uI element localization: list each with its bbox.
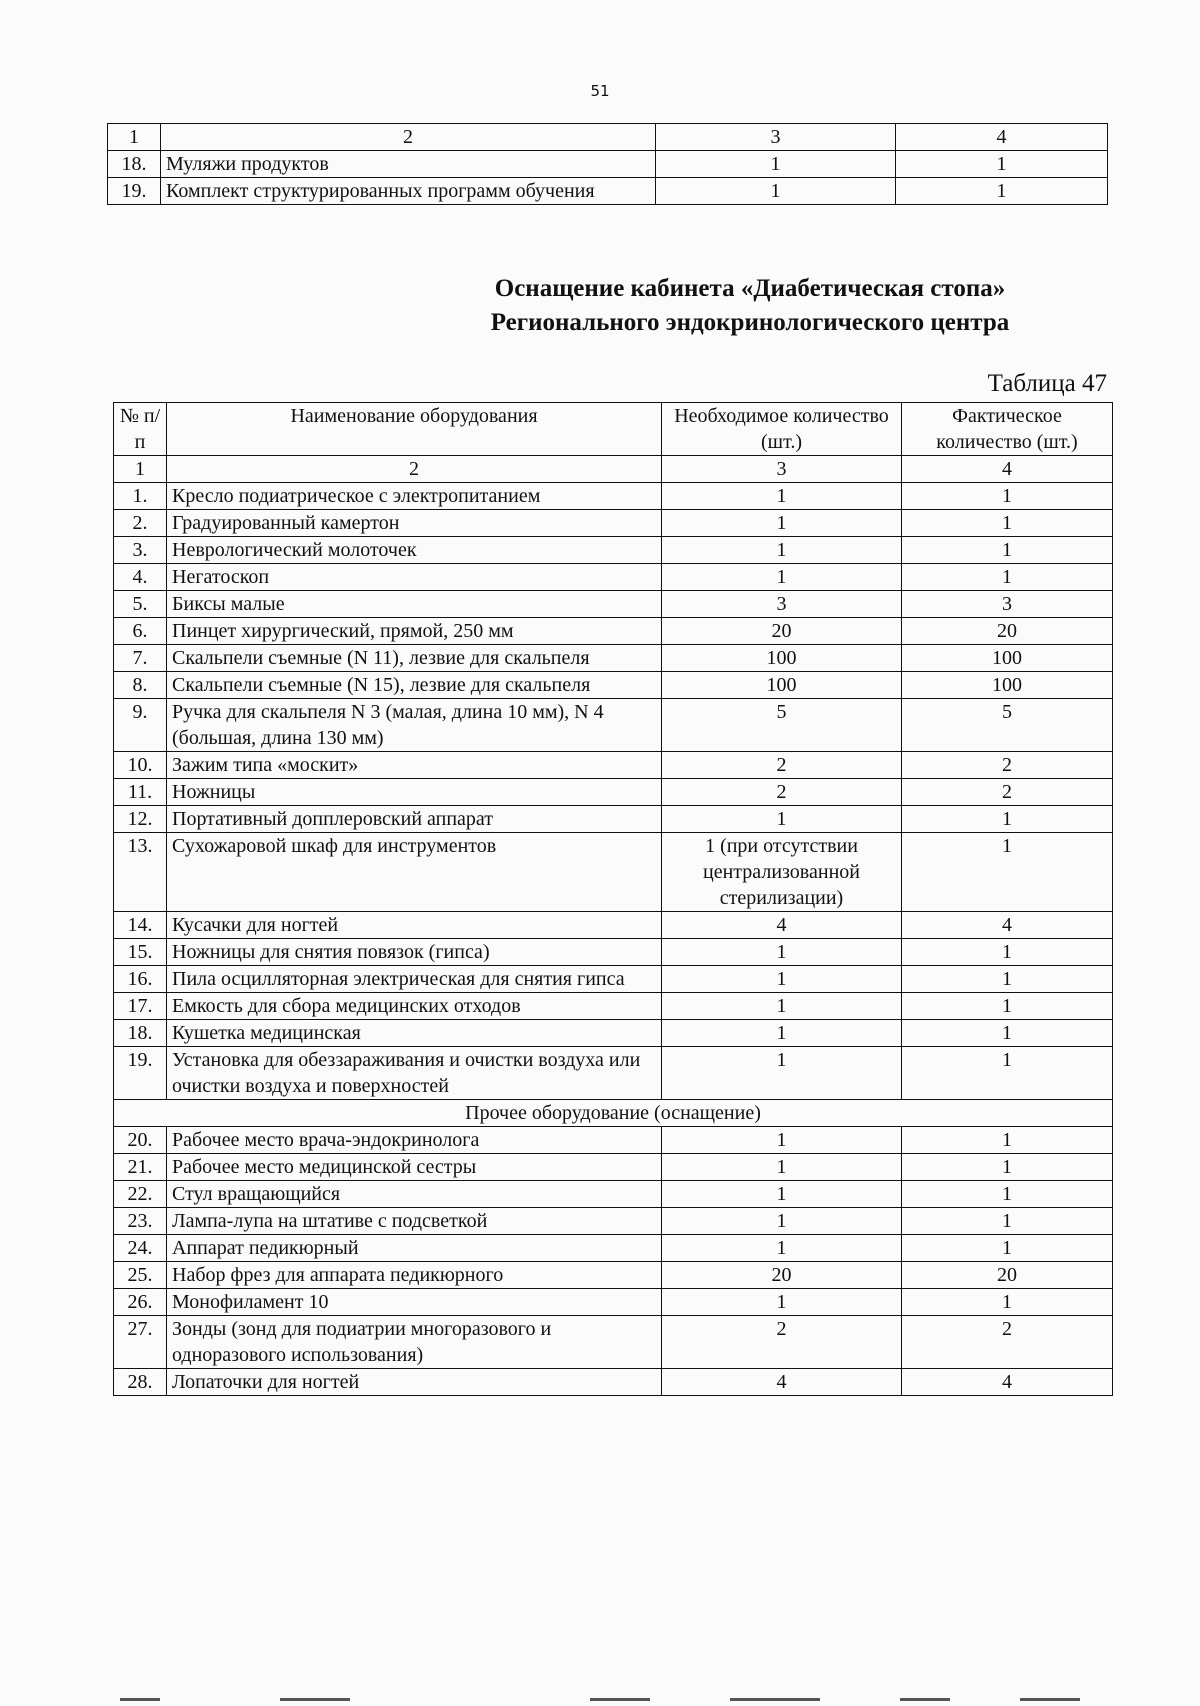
required-quantity: 1 [662,1235,902,1262]
actual-quantity: 4 [902,1369,1113,1396]
required-quantity: 1 [662,993,902,1020]
row-number: 5. [114,591,167,618]
required-quantity: 5 [662,699,902,752]
equipment-name: Кушетка медицинская [167,1020,662,1047]
table-row [114,1020,1113,1047]
required-quantity: 1 [662,1047,902,1100]
equipment-name: Комплект структурированных программ обучения [161,178,656,205]
index-cell: 1 [108,124,161,151]
row-number: 11. [114,779,167,806]
equipment-name: Набор фрез для аппарата педикюрного [167,1262,662,1289]
row-number: 14. [114,912,167,939]
table-row [114,618,1113,645]
required-quantity: 100 [662,672,902,699]
equipment-name: Градуированный камертон [167,510,662,537]
actual-quantity: 1 [902,833,1113,912]
table-row [114,645,1113,672]
required-quantity: 1 [656,151,896,178]
required-quantity: 20 [662,618,902,645]
required-quantity: 1 [662,537,902,564]
required-quantity: 1 (при отсутствии централизованной стерилизации) [662,833,902,912]
required-quantity: 1 [662,1127,902,1154]
row-number: 8. [114,672,167,699]
actual-quantity: 1 [902,483,1113,510]
actual-quantity: 1 [902,510,1113,537]
row-number: 16. [114,966,167,993]
required-quantity: 1 [656,178,896,205]
equipment-name: Ножницы для снятия повязок (гипса) [167,939,662,966]
table-index-row [108,124,1108,151]
actual-quantity: 2 [902,752,1113,779]
equipment-name: Скальпели съемные (N 15), лезвие для скальпеля [167,672,662,699]
table-row [108,178,1108,205]
equipment-name: Лампа-лупа на штативе с подсветкой [167,1208,662,1235]
actual-quantity: 1 [896,151,1108,178]
actual-quantity: 100 [902,645,1113,672]
row-number: 20. [114,1127,167,1154]
actual-quantity: 1 [902,1154,1113,1181]
table-index-row [114,456,1113,483]
equipment-name: Негатоскоп [167,564,662,591]
equipment-name: Аппарат педикюрный [167,1235,662,1262]
row-number: 19. [108,178,161,205]
required-quantity: 4 [662,1369,902,1396]
row-number: 21. [114,1154,167,1181]
row-number: 19. [114,1047,167,1100]
equipment-name: Портативный допплеровский аппарат [167,806,662,833]
section-row [114,1100,1113,1127]
index-cell: 4 [902,456,1113,483]
equipment-rows [114,483,1113,1100]
row-number: 28. [114,1369,167,1396]
equipment-name: Емкость для сбора медицинских отходов [167,993,662,1020]
actual-quantity: 20 [902,1262,1113,1289]
table-caption: Таблица 47 [987,370,1107,397]
index-cell: 3 [662,456,902,483]
row-number: 24. [114,1235,167,1262]
table-row [114,1289,1113,1316]
table-row [114,966,1113,993]
row-number: 7. [114,645,167,672]
other-equipment-rows [114,1127,1113,1396]
table-row [114,1262,1113,1289]
equipment-name: Рабочее место медицинской сестры [167,1154,662,1181]
required-quantity: 1 [662,564,902,591]
row-number: 4. [114,564,167,591]
equipment-table [113,402,1113,1396]
table-row [114,1316,1113,1369]
required-quantity: 100 [662,645,902,672]
equipment-name: Неврологический молоточек [167,537,662,564]
equipment-name: Кусачки для ногтей [167,912,662,939]
table-row [114,912,1113,939]
actual-quantity: 4 [902,912,1113,939]
row-number: 6. [114,618,167,645]
required-quantity: 3 [662,591,902,618]
actual-quantity: 1 [902,806,1113,833]
index-cell: 1 [114,456,167,483]
row-number: 15. [114,939,167,966]
required-quantity: 1 [662,1154,902,1181]
index-cell: 2 [161,124,656,151]
table-row [114,510,1113,537]
row-number: 27. [114,1316,167,1369]
equipment-name: Кресло подиатрическое с электропитанием [167,483,662,510]
required-quantity: 1 [662,1181,902,1208]
table-row [114,1047,1113,1100]
required-quantity: 1 [662,483,902,510]
row-number: 2. [114,510,167,537]
actual-quantity: 5 [902,699,1113,752]
index-cell: 4 [896,124,1108,151]
equipment-name: Монофиламент 10 [167,1289,662,1316]
row-number: 13. [114,833,167,912]
table-row [114,779,1113,806]
required-quantity: 20 [662,1262,902,1289]
row-number: 25. [114,1262,167,1289]
index-cell: 2 [167,456,662,483]
required-quantity: 1 [662,510,902,537]
actual-quantity: 3 [902,591,1113,618]
equipment-name: Сухожаровой шкаф для инструментов [167,833,662,912]
equipment-name: Зажим типа «москит» [167,752,662,779]
table-header-row [114,403,1113,456]
actual-quantity: 100 [902,672,1113,699]
table-row [114,672,1113,699]
actual-quantity: 1 [902,966,1113,993]
equipment-name: Ножницы [167,779,662,806]
row-number: 18. [108,151,161,178]
table-row [114,1208,1113,1235]
actual-quantity: 1 [902,1208,1113,1235]
actual-quantity: 1 [896,178,1108,205]
row-number: 23. [114,1208,167,1235]
equipment-name: Зонды (зонд для подиатрии многоразового и одноразового использования) [167,1316,662,1369]
actual-quantity: 2 [902,1316,1113,1369]
actual-quantity: 2 [902,779,1113,806]
equipment-name: Скальпели съемные (N 11), лезвие для скальпеля [167,645,662,672]
required-quantity: 1 [662,1289,902,1316]
row-number: 26. [114,1289,167,1316]
actual-quantity: 1 [902,1127,1113,1154]
required-quantity: 1 [662,806,902,833]
equipment-name: Муляжи продуктов [161,151,656,178]
table-row [114,993,1113,1020]
scan-edge-marks [120,1698,1080,1702]
actual-quantity: 1 [902,1020,1113,1047]
equipment-name: Стул вращающийся [167,1181,662,1208]
equipment-name: Установка для обеззараживания и очистки воздуха или очистки воздуха и поверхностей [167,1047,662,1100]
header-required: Необходимое количество (шт.) [662,403,902,456]
actual-quantity: 1 [902,1235,1113,1262]
table-row [114,939,1113,966]
required-quantity: 2 [662,752,902,779]
table-row [114,752,1113,779]
row-number: 22. [114,1181,167,1208]
table-row [114,833,1113,912]
section-title-line-2: Регионального эндокринологического центра [490,309,1010,336]
table-row [114,537,1113,564]
equipment-name: Ручка для скальпеля N 3 (малая, длина 10 мм), N 4 (большая, длина 130 мм) [167,699,662,752]
required-quantity: 1 [662,966,902,993]
actual-quantity: 1 [902,1289,1113,1316]
required-quantity: 2 [662,1316,902,1369]
table-row [114,699,1113,752]
index-cell: 3 [656,124,896,151]
required-quantity: 2 [662,779,902,806]
table-row [114,1154,1113,1181]
required-quantity: 1 [662,1208,902,1235]
actual-quantity: 1 [902,939,1113,966]
table-row [114,564,1113,591]
header-actual: Фактическое количество (шт.) [902,403,1113,456]
actual-quantity: 1 [902,1181,1113,1208]
equipment-name: Пинцет хирургический, прямой, 250 мм [167,618,662,645]
actual-quantity: 1 [902,993,1113,1020]
table-row [114,806,1113,833]
page-number: 51 [590,82,610,100]
header-name: Наименование оборудования [167,403,662,456]
table-row [114,1181,1113,1208]
table-row [108,151,1108,178]
row-number: 3. [114,537,167,564]
table-row [114,1127,1113,1154]
required-quantity: 1 [662,939,902,966]
row-number: 17. [114,993,167,1020]
actual-quantity: 1 [902,564,1113,591]
header-number: № п/п [114,403,167,456]
equipment-name: Пила осцилляторная электрическая для снятия гипса [167,966,662,993]
row-number: 1. [114,483,167,510]
actual-quantity: 20 [902,618,1113,645]
row-number: 18. [114,1020,167,1047]
actual-quantity: 1 [902,537,1113,564]
row-number: 9. [114,699,167,752]
table-row [114,1235,1113,1262]
equipment-name: Биксы малые [167,591,662,618]
table-row [114,483,1113,510]
continuation-table [107,123,1108,205]
required-quantity: 1 [662,1020,902,1047]
table-row [114,1369,1113,1396]
equipment-name: Лопаточки для ногтей [167,1369,662,1396]
actual-quantity: 1 [902,1047,1113,1100]
section-label: Прочее оборудование (оснащение) [114,1100,1113,1127]
section-title-line-1: Оснащение кабинета «Диабетическая стопа» [494,275,1006,302]
table-row [114,591,1113,618]
equipment-name: Рабочее место врача-эндокринолога [167,1127,662,1154]
row-number: 12. [114,806,167,833]
required-quantity: 4 [662,912,902,939]
row-number: 10. [114,752,167,779]
